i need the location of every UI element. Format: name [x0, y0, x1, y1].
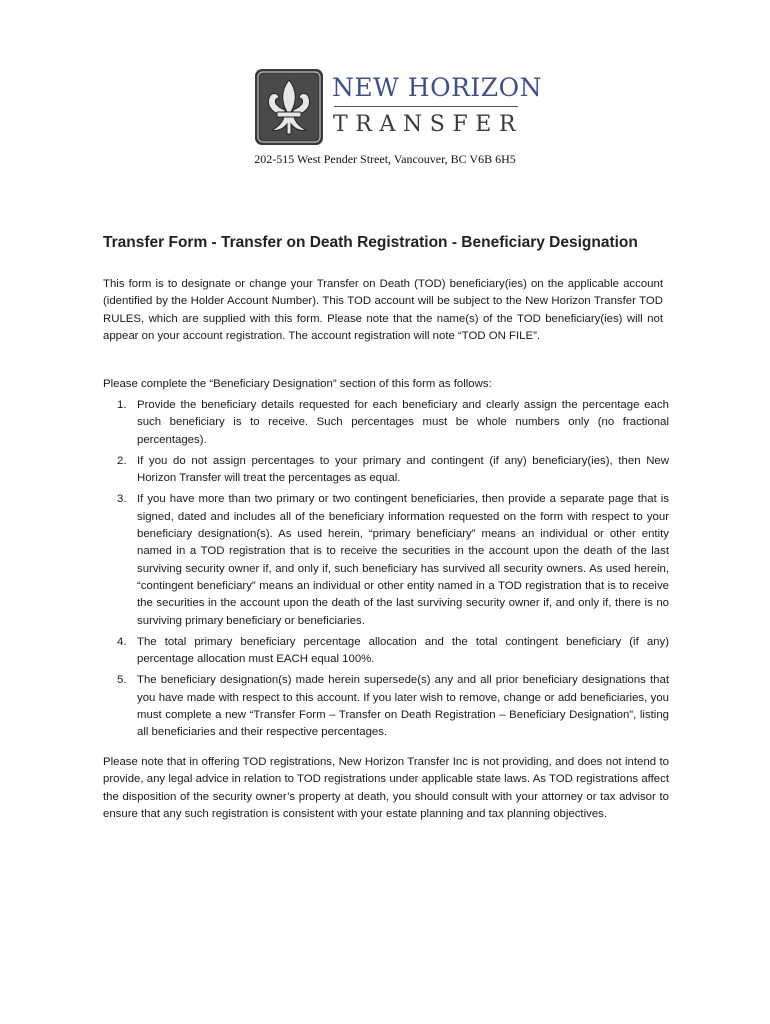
instructions-lead: Please complete the “Beneficiary Designation” section of this form as follows:	[103, 378, 492, 390]
list-item-number: 1.	[117, 399, 127, 411]
list-item	[103, 453, 669, 488]
company-address: 202-515 West Pender Street, Vancouver, BC V6B 6H5	[254, 152, 516, 166]
company-logo	[254, 68, 543, 148]
fleur-de-lis-emblem-icon	[254, 68, 324, 146]
list-item-number: 4.	[117, 635, 127, 648]
list-item-number: 2.	[117, 454, 127, 467]
list-item-text: If you do not assign percentages to your primary and contingent (if any) beneficiary(ies), then New Horizon Transfer will treat the percentages as equal.	[137, 454, 669, 485]
list-item	[103, 672, 669, 741]
list-item-text: The total primary beneficiary percentage allocation and the total contingent beneficiary (if any) percentage allocation must EACH equal 100%.	[137, 635, 669, 666]
logo-company-name: NEW HORIZON	[332, 73, 543, 102]
intro-paragraph: This form is to designate or change your Transfer on Death (TOD) beneficiary(ies) on the applicable account (identified by the Holder Account Number). This TOD account will be subject to the New Horizon Transfer TOD RULES, which are supplied with this form. Please note that the name(s) of the TOD beneficiary(ies) will not appear on your account registration. The account registration will note “TOD ON FILE”.	[103, 278, 663, 342]
list-item-text: Provide the beneficiary details requested for each beneficiary and clearly assign the percentage each such beneficiary is to receive. Such percentages must be whole numbers only (no fractional percentages).	[137, 399, 669, 446]
form-title: Transfer Form - Transfer on Death Registration - Beneficiary Designation	[103, 234, 638, 251]
closing-paragraph: Please note that in offering TOD registrations, New Horizon Transfer Inc is not providing, and does not intend to provide, any legal advice in relation to TOD registrations under applicable state laws. As TOD registrations affect the disposition of the security owner’s property at death, you should consult with your attorney or tax advisor to ensure that any such registration is consistent with your estate planning and tax planning objectives.	[103, 756, 669, 820]
logo-company-subtitle: TRANSFER	[333, 112, 524, 137]
list-item-number: 5.	[117, 674, 127, 687]
list-item-text: If you have more than two primary or two contingent beneficiaries, then provide a separate page that is signed, dated and includes all of the beneficiary information requested on the form with respect to your beneficiary designation(s). As used herein, “primary beneficiary” means an individual or other entity named in a TOD registration that is to receive the securities in the account upon the death of the last surviving security owner if, and only if, such beneficiary has survived all security owners. As used herein, “contingent beneficiary” means an individual or other entity named in a TOD registration that is to receive the securities in the account upon the death of the last surviving security owner if, and only if, there is no surviving primary beneficiary or beneficiaries.	[137, 493, 669, 627]
instruction-list	[103, 397, 669, 746]
list-item	[103, 634, 669, 669]
list-item	[103, 491, 669, 629]
logo-divider	[334, 106, 518, 107]
list-item-text: The beneficiary designation(s) made herein supersede(s) any and all prior beneficiary designations that you have made with respect to this account. If you later wish to remove, change or add beneficiaries, you must complete a new “Transfer Form – Transfer on Death Registration – Beneficiary Designation”, listing all beneficiaries and their respective percentages.	[137, 674, 669, 739]
list-item	[103, 397, 669, 449]
list-item-number: 3.	[117, 493, 127, 506]
